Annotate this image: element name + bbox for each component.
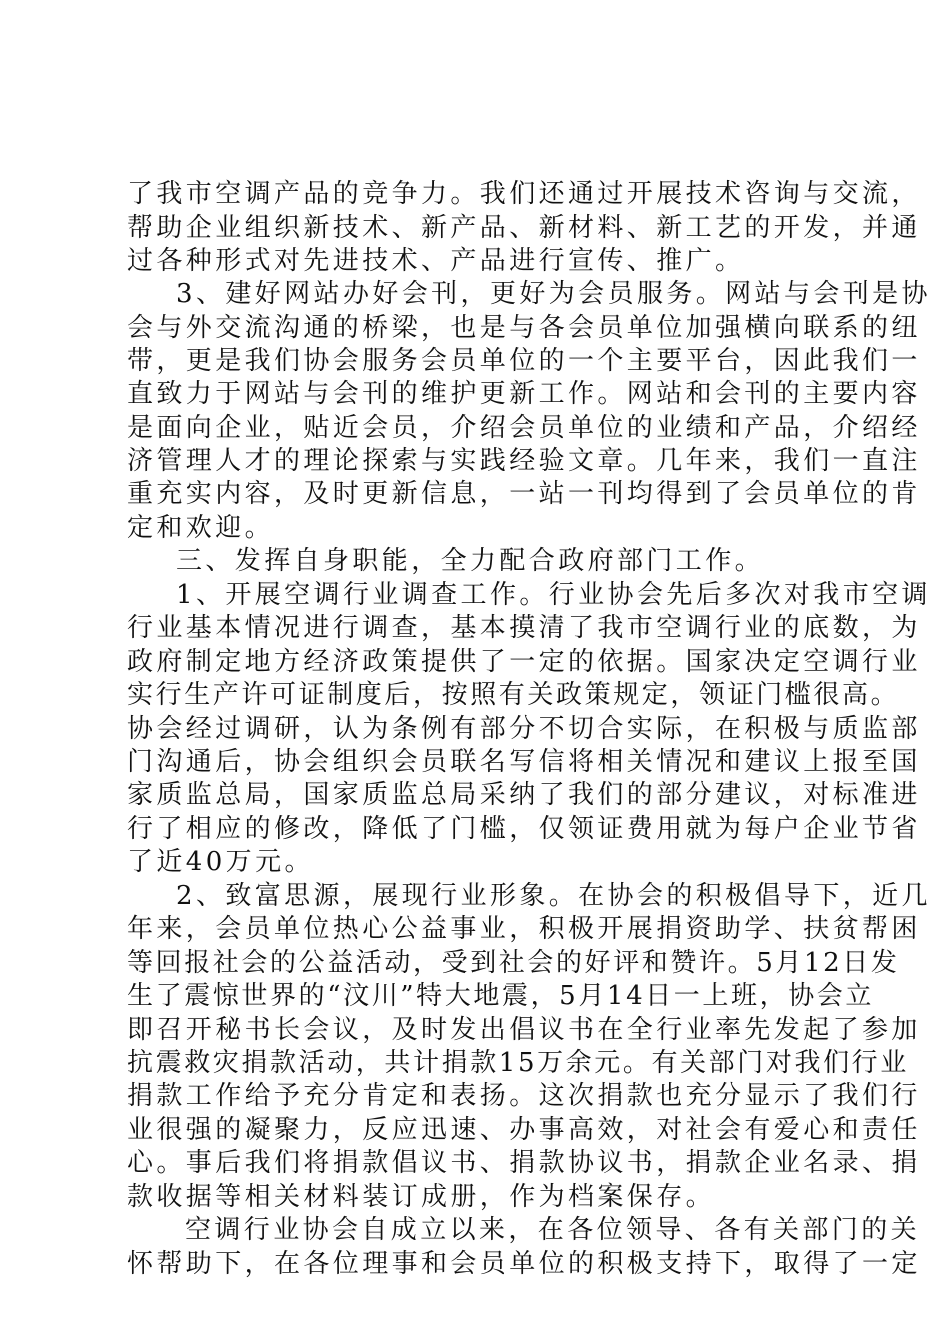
paragraph-start-line: 3、建好网站办好会刊，更好为会员服务。网站与会刊是协 [176, 279, 931, 309]
paragraph-start-line: 空调行业协会自成立以来，在各位领导、各有关部门的关 [185, 1215, 921, 1245]
text-line: 捐款工作给予充分肯定和表扬。这次捐款也充分显示了我们行 [127, 1081, 921, 1111]
text-line: 实行生产许可证制度后，按照有关政策规定，领证门槛很高。 [127, 680, 900, 710]
text-line: 了近40万元。 [127, 847, 314, 877]
text-line: 济管理人才的理论探索与实践经验文章。几年来，我们一直注 [127, 446, 921, 476]
text-line: 生了震惊世界的“汶川”特大地震，5月14日一上班，协会立 [127, 981, 875, 1011]
text-line: 直致力于网站与会刊的维护更新工作。网站和会刊的主要内容 [127, 379, 921, 409]
text-line: 年来，会员单位热心公益事业，积极开展捐资助学、扶贫帮困 [127, 914, 921, 944]
text-line: 了我市空调产品的竞争力。我们还通过开展技术咨询与交流， [127, 179, 921, 209]
text-line: 心。事后我们将捐款倡议书、捐款协议书，捐款企业名录、捐 [127, 1148, 921, 1178]
paragraph-start-line: 2、致富思源，展现行业形象。在协会的积极倡导下，近几 [176, 881, 931, 911]
text-line: 抗震救灾捐款活动，共计捐款15万余元。有关部门对我们行业 [127, 1048, 909, 1078]
text-line: 会与外交流沟通的桥梁，也是与各会员单位加强横向联系的纽 [127, 313, 921, 343]
text-line: 行了相应的修改，降低了门槛，仅领证费用就为每户企业节省 [127, 814, 921, 844]
text-line: 重充实内容，及时更新信息，一站一刊均得到了会员单位的肯 [127, 479, 921, 509]
text-line: 政府制定地方经济政策提供了一定的依据。国家决定空调行业 [127, 647, 921, 677]
text-line: 协会经过调研，认为条例有部分不切合实际，在积极与质监部 [127, 714, 921, 744]
text-line: 款收据等相关材料装订成册，作为档案保存。 [127, 1182, 716, 1212]
text-line: 带，更是我们协会服务会员单位的一个主要平台，因此我们一 [127, 346, 921, 376]
text-line: 怀帮助下，在各位理事和会员单位的积极支持下，取得了一定 [127, 1249, 921, 1279]
text-line: 家质监总局，国家质监总局采纳了我们的部分建议，对标准进 [127, 780, 921, 810]
section-heading: 三、发挥自身职能，全力配合政府部门工作。 [176, 546, 765, 576]
text-line: 等回报社会的公益活动，受到社会的好评和赞许。5月12日发 [127, 948, 900, 978]
text-line: 定和欢迎。 [127, 513, 275, 543]
text-line: 帮助企业组织新技术、新产品、新材料、新工艺的开发，并通 [127, 213, 921, 243]
text-line: 门沟通后，协会组织会员联名写信将相关情况和建议上报至国 [127, 747, 921, 777]
text-line: 过各种形式对先进技术、产品进行宣传、推广。 [127, 246, 745, 276]
text-line: 行业基本情况进行调查，基本摸清了我市空调行业的底数，为 [127, 613, 921, 643]
text-line: 是面向企业，贴近会员，介绍会员单位的业绩和产品，介绍经 [127, 413, 921, 443]
paragraph-start-line: 1、开展空调行业调查工作。行业协会先后多次对我市空调 [176, 580, 931, 610]
text-line: 业很强的凝聚力，反应迅速、办事高效，对社会有爱心和责任 [127, 1115, 921, 1145]
text-line: 即召开秘书长会议，及时发出倡议书在全行业率先发起了参加 [127, 1015, 921, 1045]
